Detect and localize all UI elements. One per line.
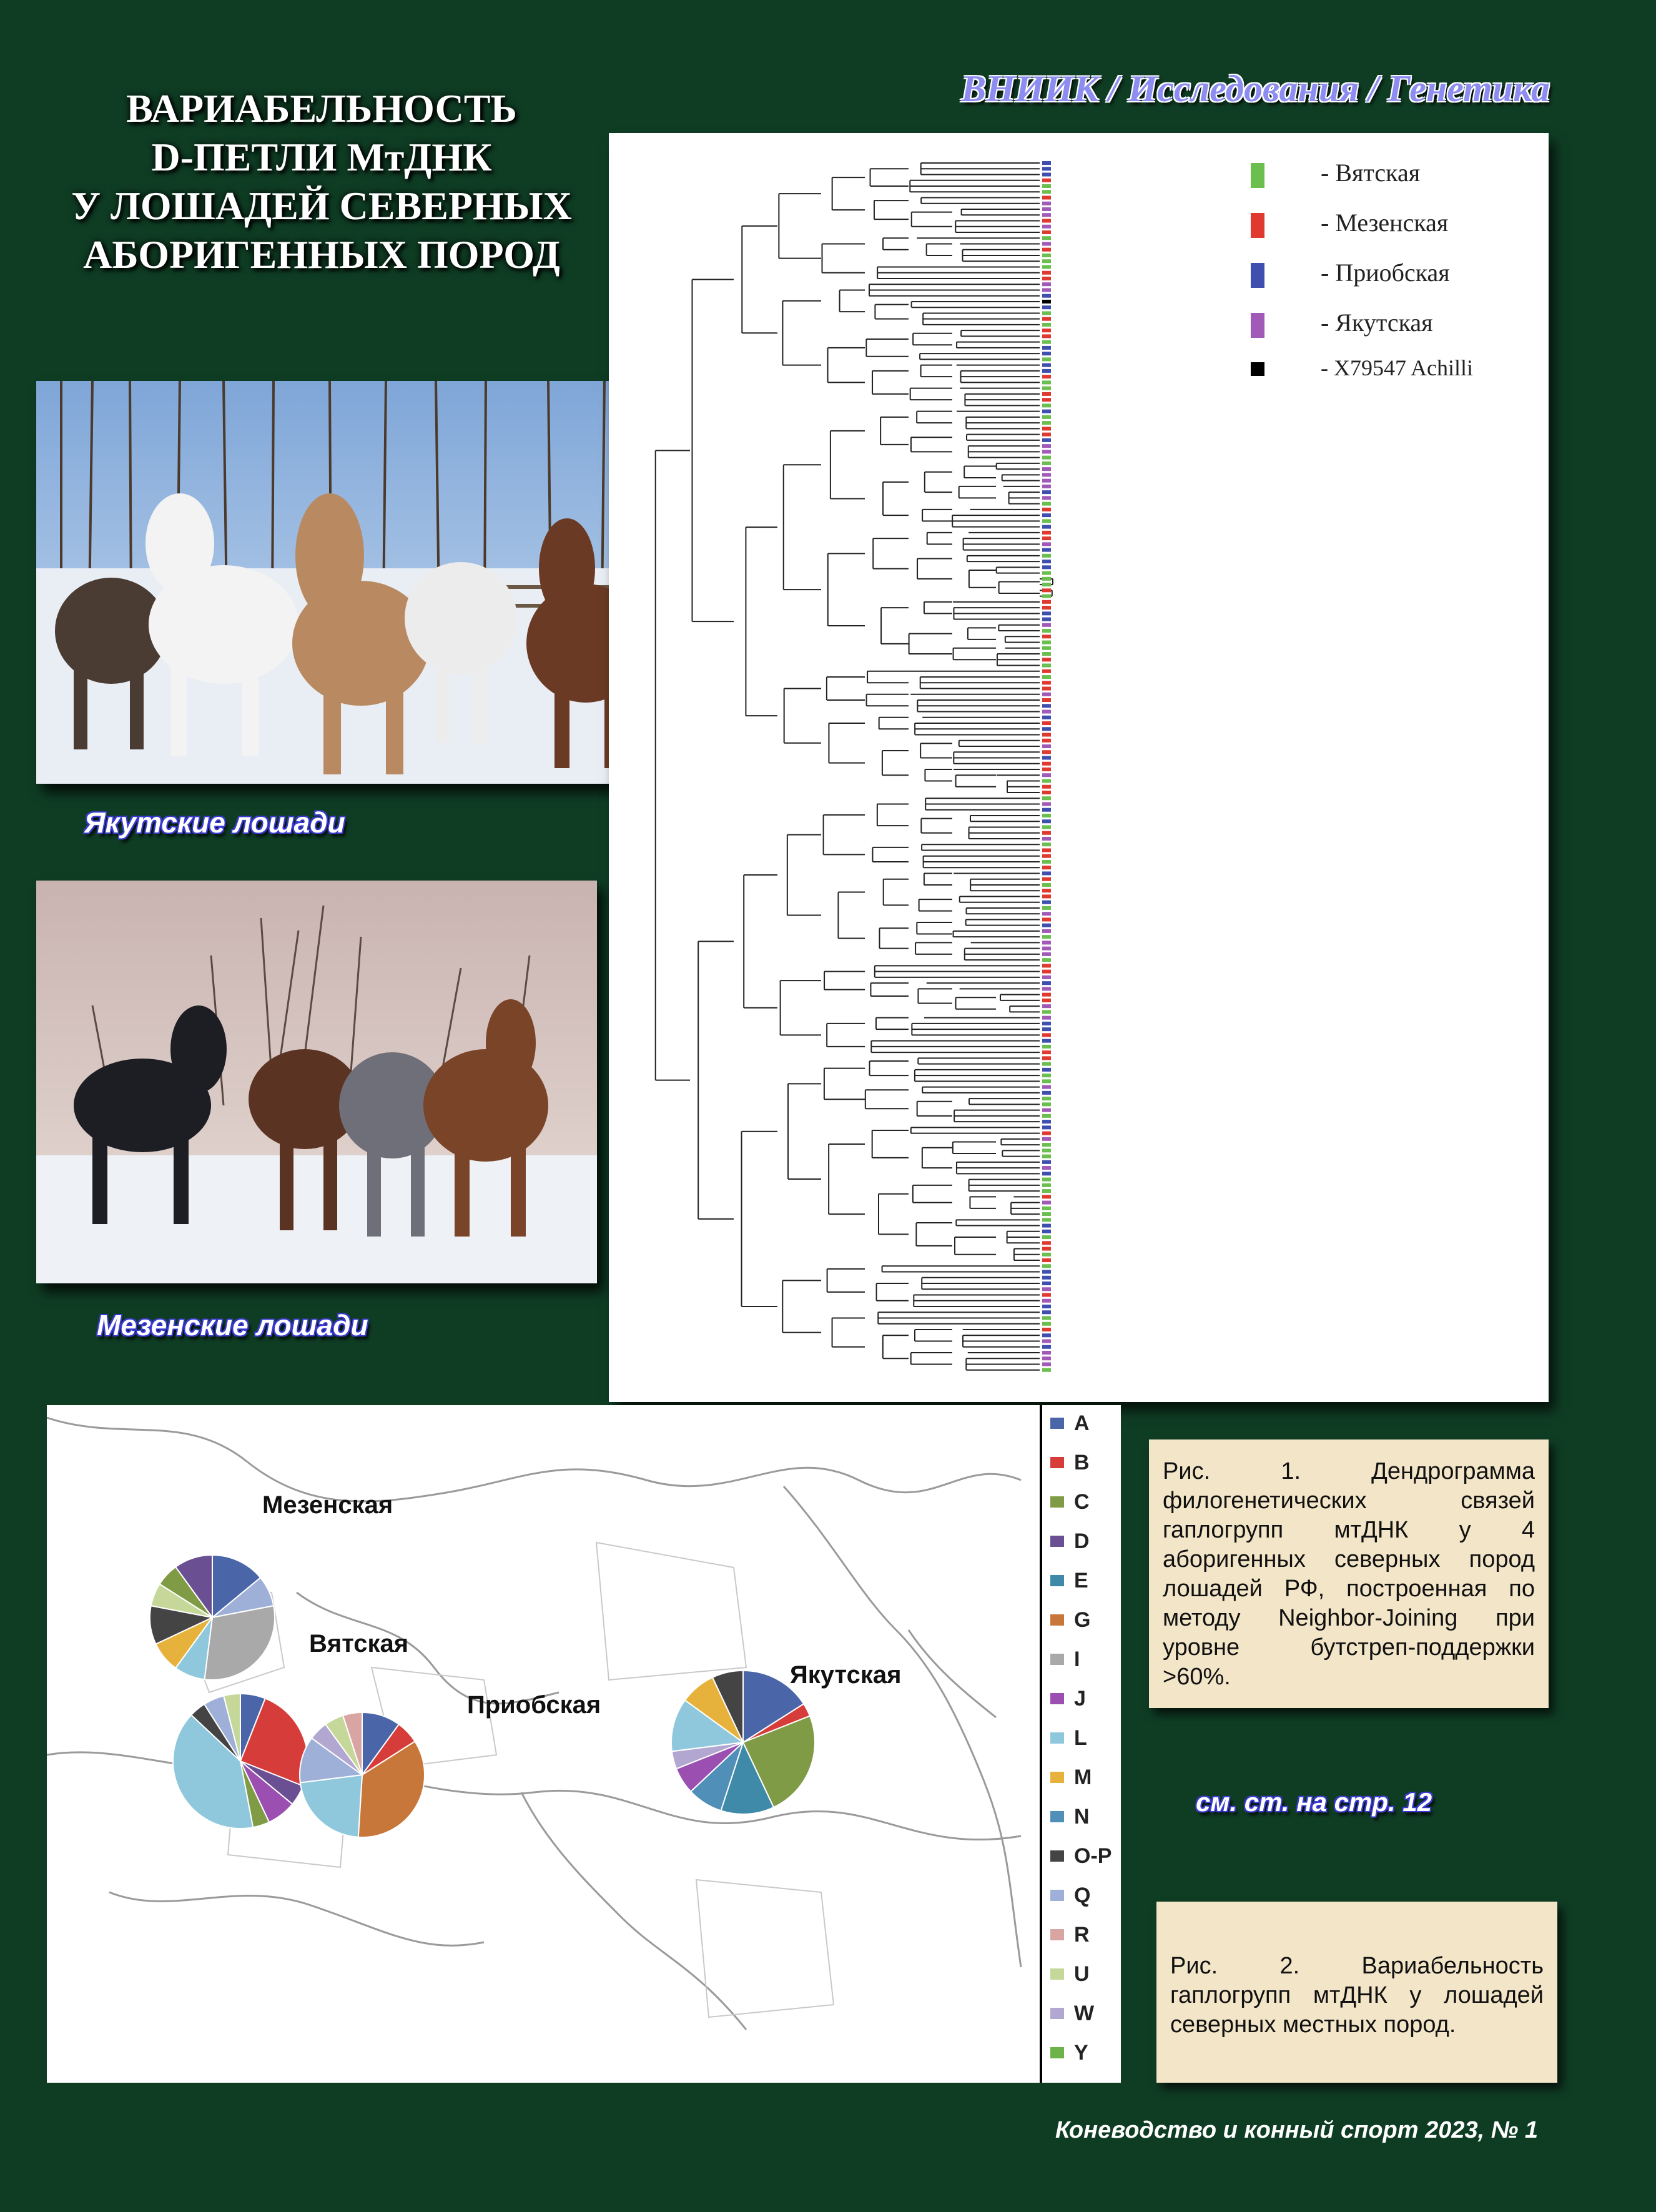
haplogroup-swatch-w xyxy=(1050,2008,1064,2019)
haplogroup-op xyxy=(1074,1844,1111,1869)
haplogroup-c xyxy=(1074,1490,1090,1514)
legend-item-achilli xyxy=(1321,355,1473,381)
photo-yakut-horses xyxy=(36,381,672,784)
figure-1-caption: Рис. 1. Дендрограмма филогенетических связей гаплогрупп мтДНК у 4 аборигенных северных пород лошадей РФ, построенная по методу Neighbor-Joining при уровне бутстреп-поддержки >60%. xyxy=(1149,1439,1549,1708)
haplogroup-label-m: M xyxy=(1074,1765,1092,1789)
haplogroup-swatch-n xyxy=(1050,1811,1064,1822)
haplogroup-d xyxy=(1074,1529,1090,1554)
section-header: ВНИИК / Исследования / Генетика xyxy=(961,68,1550,109)
legend-swatch-achilli xyxy=(1251,362,1264,376)
haplogroup-j xyxy=(1074,1687,1086,1711)
footer-journal: Коневодство и конный спорт 2023, № 1 xyxy=(1055,2117,1538,2143)
legend-label-vyatka: - Вятская xyxy=(1321,159,1421,187)
haplogroup-swatch-a xyxy=(1050,1418,1064,1429)
haplogroup-y xyxy=(1074,2041,1088,2065)
title-line-1: ВАРИАБЕЛЬНОСТЬ xyxy=(126,86,517,131)
haplogroup-label-c: C xyxy=(1074,1490,1090,1514)
haplogroup-label-l: L xyxy=(1074,1726,1087,1750)
legend-swatch-priobskaya xyxy=(1251,263,1264,288)
title-line-3: У ЛОШАДЕЙ СЕВЕРНЫХ xyxy=(71,184,572,228)
legend-divider xyxy=(1040,1405,1042,2083)
haplogroup-swatch-b xyxy=(1050,1457,1064,1468)
haplogroup-a xyxy=(1074,1411,1090,1436)
legend-label-achilli: - X79547 Achilli xyxy=(1321,355,1473,380)
photo-mezen-horses xyxy=(36,881,597,1283)
haplogroup-n xyxy=(1074,1805,1090,1829)
legend-swatch-mezen xyxy=(1251,213,1264,238)
legend-label-mezen: - Мезенская xyxy=(1321,209,1449,237)
haplogroup-label-e: E xyxy=(1074,1569,1088,1592)
title-line-4: АБОРИГЕННЫХ ПОРОД xyxy=(83,232,560,277)
haplogroup-swatch-u xyxy=(1050,1968,1064,1980)
dendrogram-figure xyxy=(609,133,1549,1402)
haplogroup-swatch-m xyxy=(1050,1772,1064,1783)
haplogroup-label-y: Y xyxy=(1074,2041,1088,2065)
legend-item-mezen xyxy=(1321,208,1448,237)
dendrogram-leaf-markers xyxy=(1042,161,1051,1372)
haplogroup-legend xyxy=(47,1405,1121,2083)
haplogroup-g xyxy=(1074,1608,1090,1632)
haplogroup-l xyxy=(1074,1726,1087,1750)
haplogroup-e xyxy=(1074,1569,1088,1593)
haplogroup-swatch-i xyxy=(1050,1654,1064,1665)
legend-label-priobskaya: - Приобская xyxy=(1321,259,1450,287)
dendrogram-legend xyxy=(1271,158,1533,408)
legend-item-yakut xyxy=(1321,308,1433,337)
dendrogram-branches xyxy=(656,163,1053,1370)
haplogroup-swatch-q xyxy=(1050,1890,1064,1901)
haplogroup-label-b: B xyxy=(1074,1451,1090,1474)
haplogroup-w xyxy=(1074,2002,1094,2026)
haplogroup-i xyxy=(1074,1647,1080,1672)
figure-2-caption: Рис. 2. Вариабельность гаплогрупп мтДНК у лошадей северных местных пород. xyxy=(1156,1902,1557,2083)
legend-item-priobskaya xyxy=(1321,258,1450,287)
haplogroup-label-op: O-P xyxy=(1074,1844,1112,1868)
breed-label-vyatka: Вятская xyxy=(309,1630,409,1657)
haplogroup-label-i: I xyxy=(1074,1647,1080,1671)
legend-item-vyatka xyxy=(1321,158,1420,187)
haplogroup-u xyxy=(1074,1962,1090,1987)
legend-swatch-vyatka xyxy=(1251,163,1264,188)
haplogroup-b xyxy=(1074,1451,1090,1475)
haplogroup-swatch-y xyxy=(1050,2047,1064,2058)
breed-label-mezen: Мезенская xyxy=(262,1491,393,1519)
haplogroup-label-q: Q xyxy=(1074,1884,1091,1907)
haplogroup-swatch-g xyxy=(1050,1614,1064,1626)
haplogroup-label-j: J xyxy=(1074,1687,1086,1711)
haplogroup-label-a: A xyxy=(1074,1411,1090,1435)
photo-caption-yakut: Якутские лошади xyxy=(84,806,345,839)
photo-caption-mezen: Мезенские лошади xyxy=(97,1309,368,1341)
haplogroup-swatch-d xyxy=(1050,1536,1064,1547)
haplogroup-swatch-l xyxy=(1050,1732,1064,1744)
haplogroup-r xyxy=(1074,1923,1090,1947)
page-title xyxy=(25,84,618,279)
haplogroup-swatch-j xyxy=(1050,1693,1064,1704)
haplogroup-swatch-op xyxy=(1050,1850,1064,1862)
breed-label-priobskaya: Приобская xyxy=(467,1691,601,1719)
haplogroup-label-u: U xyxy=(1074,1962,1090,1986)
title-line-2: D-ПЕТЛИ МтДНК xyxy=(151,135,492,179)
haplogroup-label-d: D xyxy=(1074,1529,1090,1553)
haplogroup-swatch-e xyxy=(1050,1575,1064,1586)
haplogroup-label-r: R xyxy=(1074,1923,1090,1947)
breed-label-yakut: Якутская xyxy=(790,1661,902,1689)
haplogroup-q xyxy=(1074,1884,1090,1908)
legend-label-yakut: - Якутская xyxy=(1321,309,1433,337)
map-figure xyxy=(47,1405,1121,2083)
haplogroup-label-w: W xyxy=(1074,2002,1095,2025)
see-also-link[interactable]: см. ст. на стр. 12 xyxy=(1196,1787,1432,1817)
haplogroup-label-n: N xyxy=(1074,1805,1090,1829)
haplogroup-swatch-c xyxy=(1050,1496,1064,1508)
haplogroup-m xyxy=(1074,1765,1092,1790)
haplogroup-swatch-r xyxy=(1050,1929,1064,1940)
haplogroup-label-g: G xyxy=(1074,1608,1091,1632)
legend-swatch-yakut xyxy=(1251,313,1264,338)
